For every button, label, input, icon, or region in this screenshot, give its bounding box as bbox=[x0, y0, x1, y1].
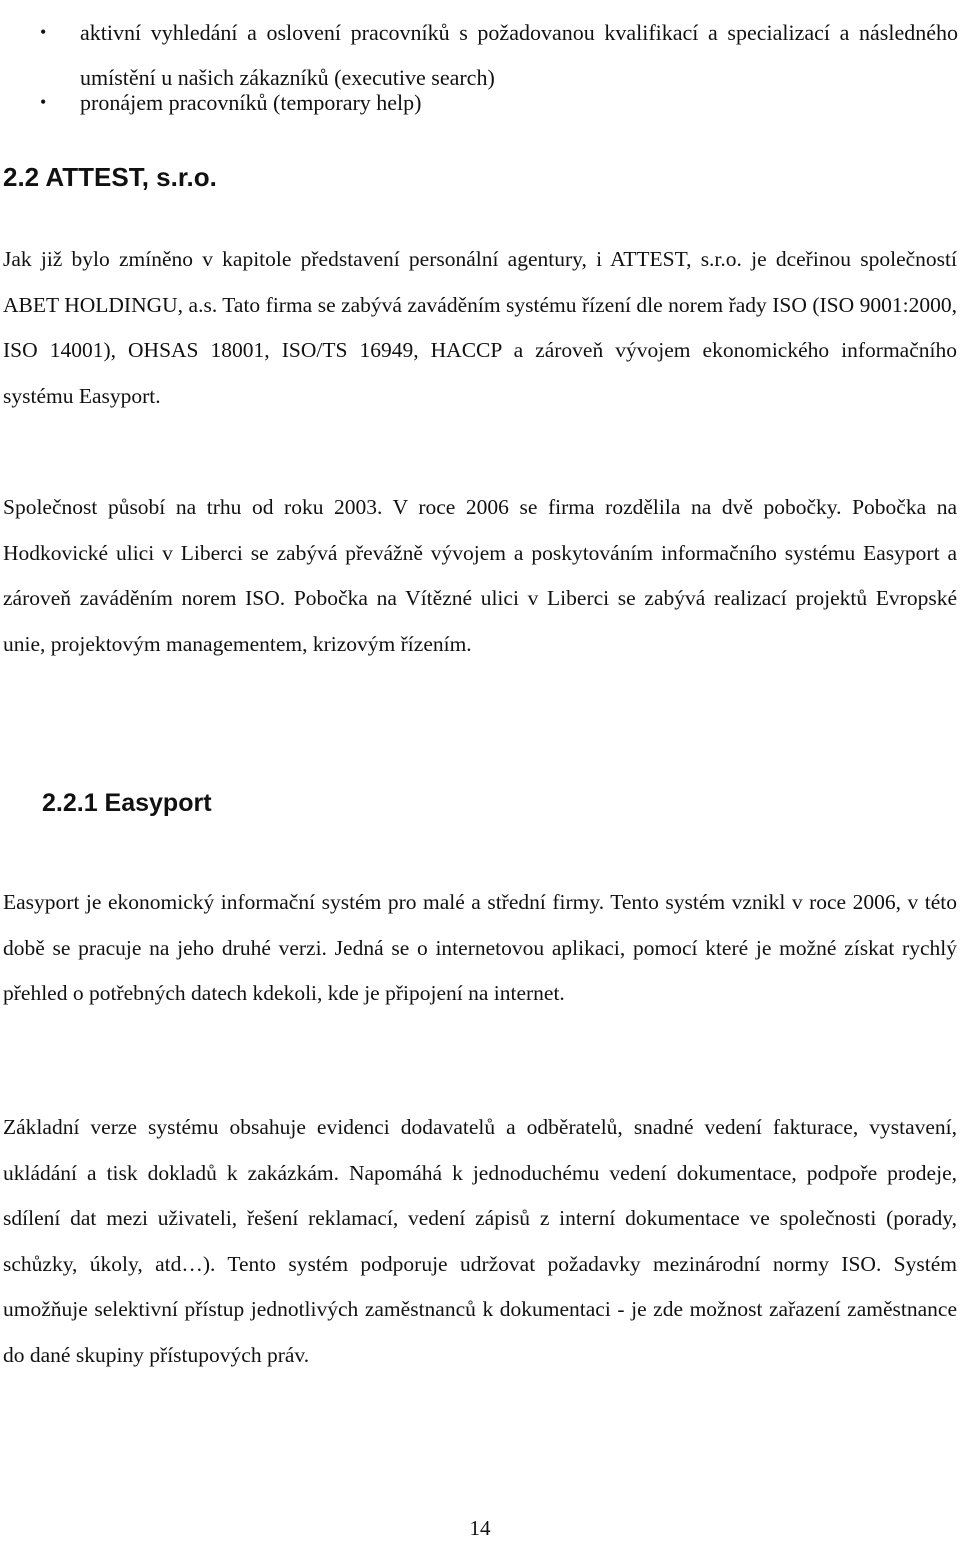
paragraph: Jak již bylo zmíněno v kapitole představení personální agentury, i ATTEST, s.r.o. je dceřinou společností ABET HOLDINGU, a.s. Tato firma se zabývá zaváděním systému řízení dle norem řady ISO (ISO 9001:2000, ISO 14001), OHSAS 18001, ISO/TS 16949, HACCP a zároveň vývojem ekonomického informačního systému Easyport. bbox=[3, 247, 957, 408]
section-heading: 2.2 ATTEST, s.r.o. bbox=[3, 162, 217, 192]
subsection-heading: 2.2.1 Easyport bbox=[42, 789, 212, 817]
bullet-text: aktivní vyhledání a oslovení pracovníků s požadovanou kvalifikací a specializací a následného umístění u našich zákazníků (executive search) bbox=[80, 20, 958, 90]
bullet-icon: • bbox=[40, 22, 47, 42]
page-number: 14 bbox=[469, 1516, 491, 1540]
bullet-icon: • bbox=[40, 92, 47, 112]
paragraph: Easyport je ekonomický informační systém pro malé a střední firmy. Tento systém vznikl v roce 2006, v této době se pracuje na jeho druhé verzi. Jedná se o internetovou aplikaci, pomocí které je možné získat rychlý přehled o potřebných datech kdekoli, kde je připojení na internet. bbox=[3, 890, 957, 1005]
paragraph: Základní verze systému obsahuje evidenci dodavatelů a odběratelů, snadné vedení fakturace, vystavení, ukládání a tisk dokladů k zakázkám. Napomáhá k jednoduchému vedení dokumentace, podpoře prodeje, sdílení dat mezi uživateli, řešení reklamací, vedení zápisů z interní dokumentace ve společnosti (porady, schůzky, úkoly, atd…). Tento systém podporuje udržovat požadavky mezinárodní normy ISO. Systém umožňuje selektivní přístup jednotlivých zaměstnanců k dokumentaci - je zde možnost zařazení zaměstnance do dané skupiny přístupových práv. bbox=[3, 1115, 957, 1367]
bullet-text: pronájem pracovníků (temporary help) bbox=[80, 90, 422, 115]
paragraph: Společnost působí na trhu od roku 2003. V roce 2006 se firma rozdělila na dvě pobočky. Pobočka na Hodkovické ulici v Liberci se zabývá převážně vývojem a poskytováním informačního systému Easyport a zároveň zaváděním norem ISO. Pobočka na Vítězné ulici v Liberci se zabývá realizací projektů Evropské unie, projektovým managementem, krizovým řízením. bbox=[3, 495, 957, 656]
